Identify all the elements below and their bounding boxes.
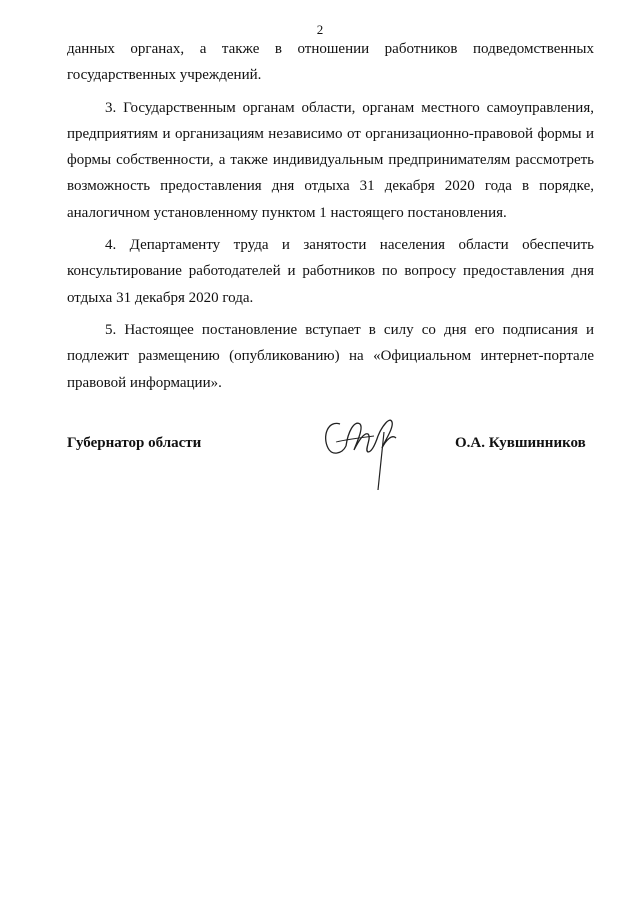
paragraph-4: 4. Департаменту труда и занятости населения области обеспечить консультирование работодателей и работников по вопросу предоставления дня отдыха 31 декабря 2020 года. <box>67 237 594 306</box>
handwritten-signature <box>318 402 408 494</box>
document-body <box>67 36 594 402</box>
signatory-name: О.А. Кувшинников <box>455 435 586 451</box>
page-number: 2 <box>316 22 324 37</box>
signatory-title: Губернатор области <box>67 435 202 451</box>
paragraph-3: 3. Государственным органам области, органам местного самоуправления, предприятиям и организациям независимо от организационно-правовой формы и формы собственности, а также индивидуальным предпринимателям рассмотреть возможность предоставления дня отдыха 31 декабря 2020 года в порядке, аналогичном установленному пунктом 1 настоящего постановления. <box>67 99 594 221</box>
paragraph-continuation: данных органах, а также в отношении работников подведомственных государственных учреждений. <box>67 41 594 84</box>
paragraph-5: 5. Настоящее постановление вступает в силу со дня его подписания и подлежит размещению (опубликованию) на «Официальном интернет-портале правовой информации». <box>67 321 594 391</box>
